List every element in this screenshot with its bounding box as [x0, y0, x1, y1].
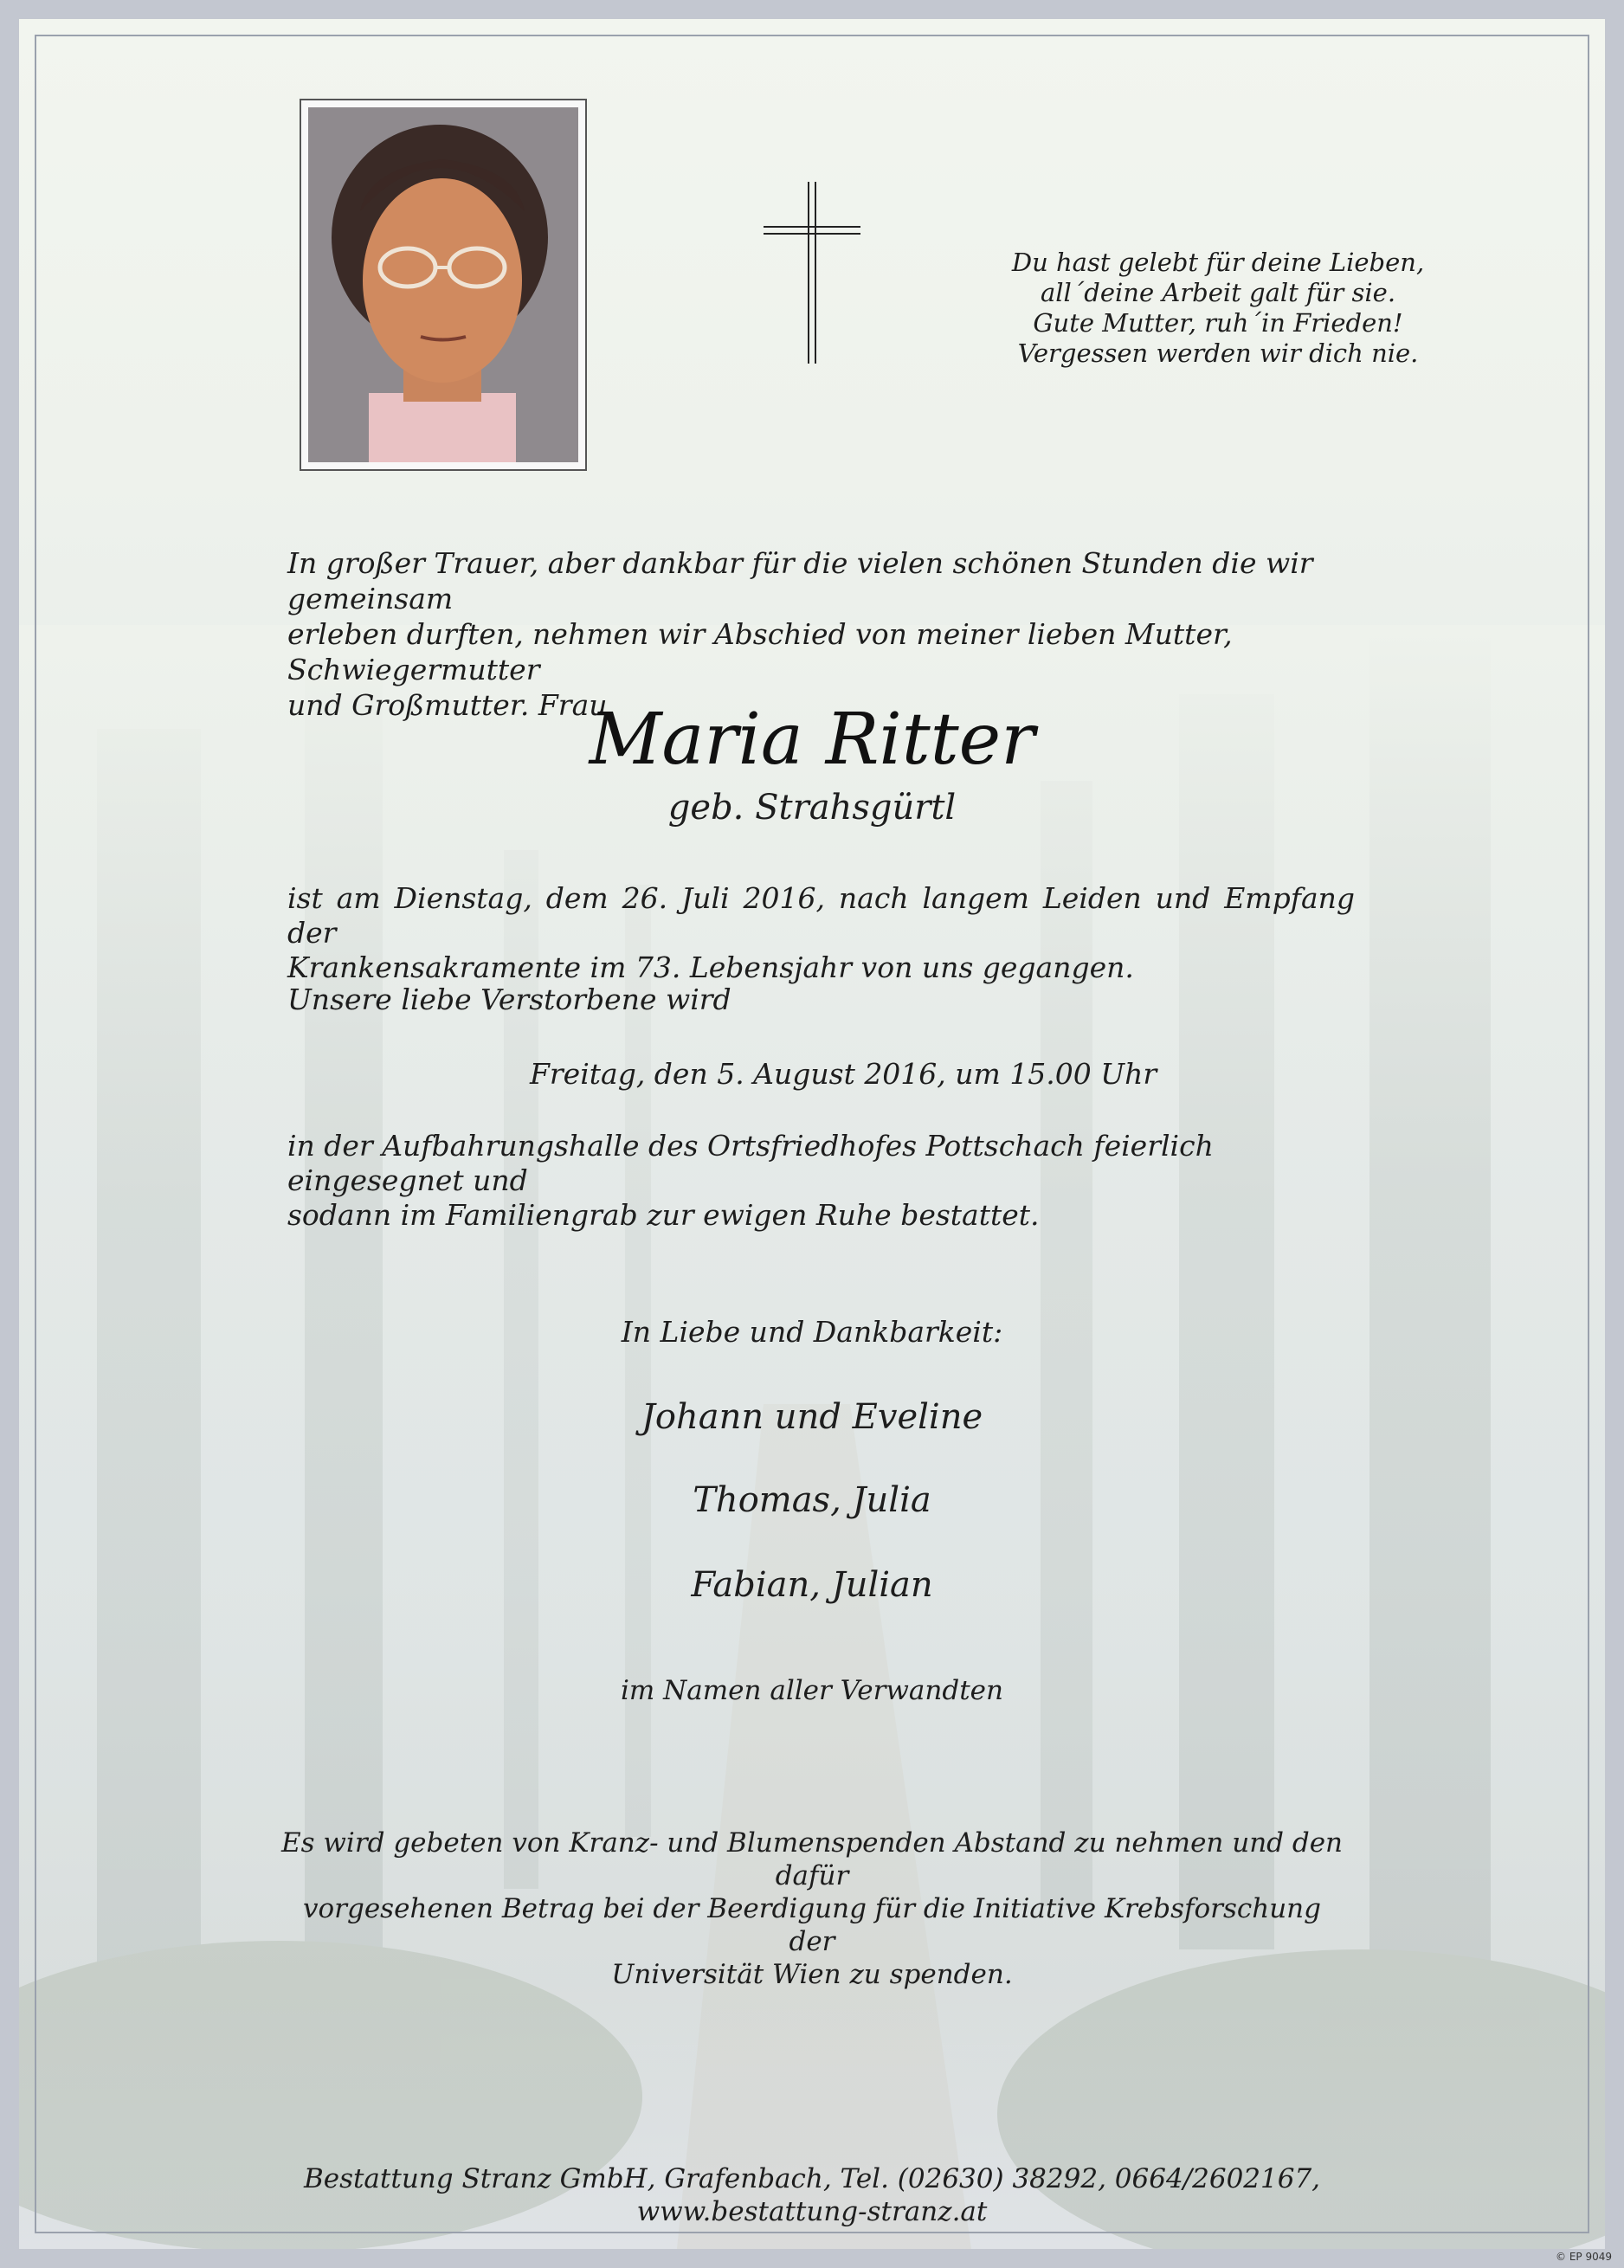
undertaker-info: [279, 2162, 1345, 2228]
poem-line: all´deine Arbeit galt für sie.: [1040, 278, 1396, 307]
memorial-poem: [1002, 248, 1434, 369]
ceremony-date-time: Freitag, den 5. August 2016, um 15.00 Uhr: [530, 1057, 1157, 1091]
donation-request: [279, 1827, 1345, 1991]
location-line: in der Aufbahrungshalle des Ortsfriedhofes Pottschach feierlich eingesegnet und: [287, 1129, 1214, 1197]
mourner-name: Fabian, Julian: [691, 1565, 933, 1605]
donation-line: Es wird gebeten von Kranz- und Blumenspenden Abstand zu nehmen und den dafür: [280, 1827, 1344, 1891]
ceremony-location: [287, 1129, 1369, 1233]
death-notice-line: ist am Dienstag, dem 26. Juli 2016, nach langem Leiden und Empfang der: [287, 881, 1355, 950]
print-code: © EP 9049: [1556, 2251, 1612, 2263]
portrait-frame: [300, 99, 587, 471]
location-line: sodann im Familiengrab zur ewigen Ruhe bestattet.: [287, 1198, 1040, 1232]
maiden-name: geb. Strahsgürtl: [667, 788, 957, 828]
portrait-photo: [308, 107, 578, 462]
obituary-card: [19, 19, 1605, 2249]
undertaker-website[interactable]: www.bestattung-stranz.at: [636, 2196, 988, 2227]
donation-line: vorgesehenen Betrag bei der Beerdigung für die Initiative Krebsforschung der: [303, 1893, 1321, 1957]
mourner-name: Thomas, Julia: [693, 1480, 931, 1520]
donation-line: Universität Wien zu spenden.: [611, 1959, 1013, 1990]
intro-line: erleben durften, nehmen wir Abschied von meiner lieben Mutter, Schwiegermutter: [287, 617, 1233, 686]
intro-line: und Großmutter. Frau: [287, 688, 608, 722]
death-notice: [287, 881, 1355, 985]
mourners-closing: im Namen aller Verwandten: [621, 1675, 1003, 1706]
ceremony-intro: Unsere liebe Verstorbene wird: [287, 983, 731, 1016]
undertaker-contact: Bestattung Stranz GmbH, Grafenbach, Tel. (02630) 38292, 0664/2602167,: [303, 2163, 1321, 2194]
death-notice-line: Krankensakramente im 73. Lebensjahr von uns gegangen.: [287, 950, 1134, 984]
poem-line: Vergessen werden wir dich nie.: [1017, 338, 1419, 368]
poem-line: Du hast gelebt für deine Lieben,: [1011, 248, 1425, 277]
deceased-name: Maria Ritter: [589, 699, 1035, 781]
cross-icon: [764, 182, 860, 364]
intro-line: In großer Trauer, aber dankbar für die vielen schönen Stunden die wir gemeinsam: [287, 546, 1313, 615]
poem-line: Gute Mutter, ruh´in Frieden!: [1033, 308, 1403, 338]
mourner-name: Johann und Eveline: [641, 1397, 983, 1437]
mourners-heading: In Liebe und Dankbarkeit:: [621, 1315, 1003, 1349]
